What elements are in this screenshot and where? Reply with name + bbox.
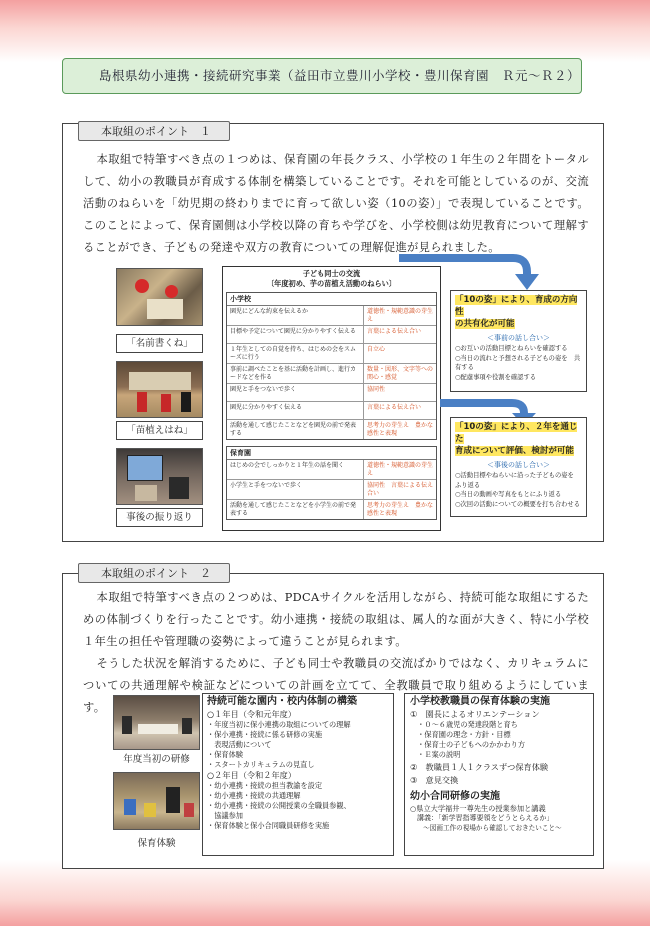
photo-reflection <box>116 448 203 505</box>
table-row <box>227 460 436 480</box>
table-cell: 活動を通して感じたことなどを小学生の前で発表する <box>227 500 364 519</box>
box-line: ・Ｅ案の説明 <box>410 750 461 759</box>
table-cell: 思考力の芽生え 豊かな感性と表現 <box>367 422 434 437</box>
box-subheading: ＜事後の話し合い＞ <box>487 461 550 469</box>
box-line: ・年度当初に保小連携の取組についての理解 <box>207 720 351 729</box>
box-title: 「10の姿」により、２年を通じた 育成について評価、検討が可能 <box>455 422 578 456</box>
box-line: ○２年目（令和２年度） <box>207 770 297 780</box>
box-sustainable-system <box>202 693 394 856</box>
box-item: ○活動目標やねらいに沿った子どもの姿を ふり返る <box>455 472 581 489</box>
box-line: ・保育体験 <box>207 750 243 759</box>
table-row <box>227 364 436 384</box>
elementary-group <box>226 292 437 440</box>
table-cell: 道徳性・規範意識の芽生え <box>367 308 434 323</box>
arrow-to-box1-icon <box>395 252 555 292</box>
section-2-tab: 本取組のポイント ２ <box>78 563 230 583</box>
box-pre-discussion <box>450 290 587 392</box>
box-line: ② 教職員１人１クラスずつ保育体験 <box>410 762 549 772</box>
table-row <box>227 344 436 364</box>
box-teacher-childcare-experience <box>404 693 594 856</box>
table-cell: 園児に分かりやすく伝える <box>227 402 364 419</box>
box-line: ・保育園の理念・方針・目標 <box>410 730 511 739</box>
section-1-tab: 本取組のポイント １ <box>78 121 230 141</box>
table-cell: 言葉による伝え合い <box>367 328 422 335</box>
box-line: ○１年目（令和元年度） <box>207 709 297 719</box>
table-cell: 思考力の芽生え 豊かな感性と表現 <box>367 502 434 517</box>
box-line: ・幼小連携・接続の共通理解 <box>207 791 301 800</box>
table-cell: 目標や予定について園児に分かりやすく伝える <box>227 326 364 343</box>
table-row <box>227 500 436 519</box>
photo-caption: 保育体験 <box>137 838 176 849</box>
photo-caption: 「苗植えはね」 <box>116 421 203 440</box>
photo-caption: 「名前書くね」 <box>116 334 203 353</box>
box-title: 小学校教職員の保育体験の実施 <box>410 696 550 707</box>
box-line: ① 園長によるオリエンテーション <box>410 709 540 719</box>
nursery-label: 保育園 <box>227 447 436 460</box>
table-row <box>227 326 436 344</box>
photo-name-writing <box>116 268 203 326</box>
box-line: ○県立大学福井一尊先生の授業参加と講義 <box>410 804 546 813</box>
table-cell: 協同性 <box>367 386 386 393</box>
table-cell: 言葉による伝え合い <box>367 404 422 411</box>
box-line: ・保小連携・接続に係る研修の実施 <box>207 730 323 739</box>
photo-childcare-experience <box>113 772 200 830</box>
section-2-paragraph: 本取組で特筆すべき点の２つめは、PDCAサイクルを活用しながら、持続可能な取組にするための体制づくりを行ったことです。幼小連携・接続の取組は、属人的な面が大きく、特に小学校１年生の担任や管理職の姿勢によって違うことが見られます。 そうした状況を解消するために、子ども同士や教職員の交流ばかりではなく、カリキュラムについての共通理解や検証などについての計画を立てて、全教職員で取り組めるようにしています。 <box>83 591 589 714</box>
box-subtitle: 幼小合同研修の実施 <box>410 791 500 802</box>
box-item: ○当日の流れと予想される子どもの姿を 共有する <box>455 354 581 371</box>
table-cell: 協同性 言葉による伝え合い <box>367 482 434 497</box>
photo-caption: 年度当初の研修 <box>123 754 190 765</box>
table-cell: はじめの会でしっかりと１年生の話を聞く <box>227 460 364 479</box>
box-item: ○お互いの活動目標とねらいを確認する <box>455 345 568 352</box>
section-1-paragraph: 本取組で特筆すべき点の１つめは、保育園の年長クラス、小学校の１年生の２年間をトータルして、幼小の教職員が育成する体制を構築していることです。それを可能としているのが、交流活動のねらいを「幼児期の終わりまでに育って欲しい姿（10の姿）」で表現していることです。このことによって、保育園側は小学校以降の育ちや学びを、小学校側は幼児教育について理解することができ、子どもの発達や双方の教育についての理解促進が見られました。 <box>83 153 589 254</box>
box-item: ○配慮事項や役割を確認する <box>455 373 537 381</box>
box-line: ～図画工作の視場から確認しておきたいこと～ <box>410 823 562 832</box>
box-title: 「10の姿」により、育成の方向性 の共有化が可能 <box>455 295 578 329</box>
box-line: ・幼小連携・接続の公開授業の全職員参観、 <box>207 801 351 810</box>
table-subtitle: 〔年度初め、芋の苗植え活動のねらい〕 <box>266 279 397 288</box>
table-row <box>227 420 436 439</box>
photo-planting <box>116 361 203 418</box>
photo-caption: 事後の振り返り <box>116 508 203 527</box>
box-line: 協議参加 <box>207 811 243 820</box>
table-cell: 園児にどんな約束を伝えるか <box>227 306 364 325</box>
table-cell: 事前に調べたことを基に活動を計画し、進行カードなどを作る <box>227 364 364 383</box>
box-item: ○当日の動画や写真をもとにふり返る <box>455 491 562 498</box>
box-line: ・スタートカリキュラムの見直し <box>207 760 315 769</box>
box-subheading: ＜事前の話し合い＞ <box>487 334 550 342</box>
table-cell: １年生としての自覚を持ち、はじめの会をスムーズに行う <box>227 344 364 363</box>
table-cell: 小学生と手をつないで歩く <box>227 480 364 499</box>
table-row <box>227 480 436 500</box>
elementary-label: 小学校 <box>227 293 436 306</box>
table-cell: 園児と手をつないで歩く <box>227 384 364 401</box>
box-title: 持続可能な園内・校内体制の構築 <box>207 696 357 707</box>
nursery-group <box>226 446 437 520</box>
table-cell: 数量・図形、文字等への関心・感覚 <box>367 366 434 381</box>
photo-training <box>113 695 200 750</box>
table-row <box>227 384 436 402</box>
box-line: 表現活動について <box>207 740 272 749</box>
box-item: ○次回の活動についての概要を打ち合わせる <box>455 500 581 508</box>
table-row <box>227 402 436 420</box>
table-cell: 活動を通して感じたことなどを園児の前で発表する <box>227 420 364 439</box>
page-title: 島根県幼小連携・接続研究事業（益田市立豊川小学校・豊川保育園 Ｒ元～Ｒ２） <box>62 58 582 94</box>
table-title: 子ども同士の交流 <box>302 269 361 278</box>
box-post-discussion <box>450 417 587 517</box>
box-line: 講義：「新学習指導要領をどうとらえるか」 <box>410 814 554 822</box>
box-line: ・幼小連携・接続の担当教諭を設定 <box>207 781 323 790</box>
box-line: ・保育体験と保小合同職員研修を実施 <box>207 821 330 830</box>
table-cell: 自立心 <box>367 346 386 353</box>
goals-table <box>222 266 441 531</box>
box-line: ・保育士の子どもへのかかわり方 <box>410 740 526 749</box>
table-row <box>227 306 436 326</box>
box-line: ・０～６歳児の発達段階と育ち <box>410 720 518 729</box>
table-cell: 道徳性・規範意識の芽生え <box>367 462 434 477</box>
box-line: ③ 意見交換 <box>410 775 459 785</box>
